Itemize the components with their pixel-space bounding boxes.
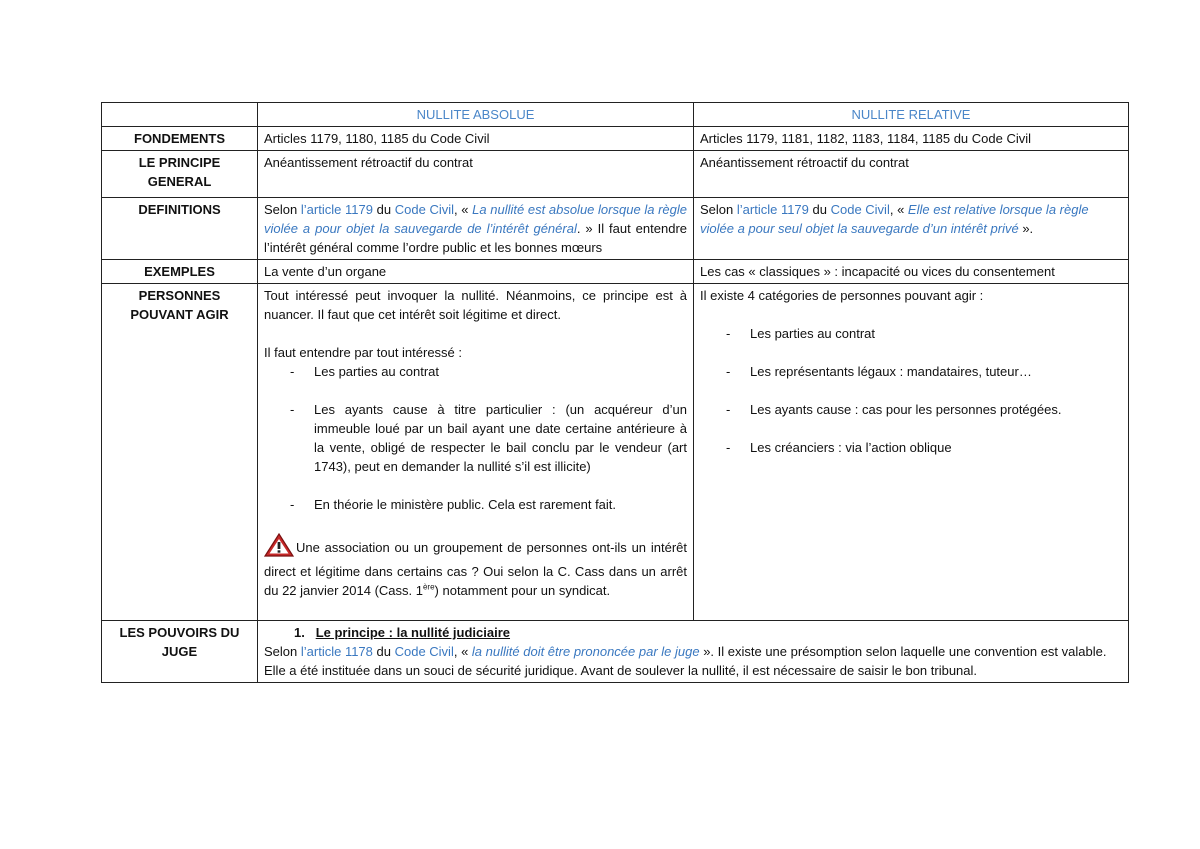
header-nullite-absolue: NULLITE ABSOLUE [258, 103, 694, 127]
corner-cell [102, 103, 258, 127]
fondements-relative: Articles 1179, 1181, 1182, 1183, 1184, 1185 du Code Civil [694, 127, 1129, 151]
row-exemples [102, 260, 1129, 284]
personnes-relative-intro: Il existe 4 catégories de personnes pouvant agir : [700, 288, 984, 303]
row-definitions [102, 198, 1129, 260]
pouvoirs-heading: 1. Le principe : la nullité judiciaire [294, 625, 511, 640]
row-label-fondements: FONDEMENTS [102, 127, 258, 151]
fondements-absolue: Articles 1179, 1180, 1185 du Code Civil [258, 127, 694, 151]
principe-absolue: Anéantissement rétroactif du contrat [258, 151, 694, 198]
exemples-absolue: La vente d’un organe [258, 260, 694, 284]
list-item: - Les parties au contrat [264, 362, 687, 381]
row-principe [102, 151, 1129, 198]
personnes-relative [694, 284, 1129, 621]
definition-absolue-quote: La nullité est absolue lorsque la règle violée a pour objet la sauvegarde de l’intérêt général [264, 202, 687, 236]
row-label-exemples: EXEMPLES [102, 260, 258, 284]
nullity-comparison-table [101, 102, 1129, 683]
header-nullite-relative: NULLITE RELATIVE [694, 103, 1129, 127]
personnes-absolue-intro: Tout intéressé peut invoquer la nullité. Néanmoins, ce principe est à nuancer. Il faut que cet intérêt soit légitime et direct. [264, 288, 687, 322]
list-item: - Les créanciers : via l’action oblique [700, 438, 1122, 457]
pouvoirs-content [258, 621, 1129, 683]
definition-absolue: Selon l’article 1179 du Code Civil, « La nullité est absolue lorsque la règle violée a pour objet la sauvegarde de l’intérêt général. » Il faut entendre l’intérêt général comme l’ordre public et les bonnes mœurs [258, 198, 694, 260]
pouvoirs-quote: la nullité doit être prononcée par le juge [471, 644, 700, 659]
header-row [102, 103, 1129, 127]
list-item: - Les ayants cause à titre particulier : (un acquéreur d’un immeuble loué par un bail ayant une date certaine antérieure à la vente, obligé de respecter le bail conclu par le vendeur (art 1743), peut en demander la nullité s’il est illicite) [264, 400, 687, 476]
exemples-relative: Les cas « classiques » : incapacité ou vices du consentement [694, 260, 1129, 284]
row-personnes [102, 284, 1129, 621]
list-item: - Les représentants légaux : mandataires, tuteur… [700, 362, 1122, 381]
pouvoirs-paragraph: Selon l’article 1178 du Code Civil, « la nullité doit être prononcée par le juge ». Il existe une présomption selon laquelle une convention est valable. Elle a été instituée dans un souci de sécurité juridique. Avant de soulever la nullité, il est nécessaire de saisir le bon tribunal. [264, 644, 1107, 678]
row-label-pouvoirs: LES POUVOIRS DU JUGE [102, 621, 258, 683]
list-item: - En théorie le ministère public. Cela est rarement fait. [264, 495, 687, 514]
warning-icon [264, 533, 294, 562]
row-pouvoirs [102, 621, 1129, 683]
row-fondements [102, 127, 1129, 151]
row-label-definitions: DEFINITIONS [102, 198, 258, 260]
row-label-personnes: PERSONNES POUVANT AGIR [102, 284, 258, 621]
warning-paragraph: Une association ou un groupement de personnes ont-ils un intérêt direct et légitime dans certains cas ? Oui selon la C. Cass dans un arrêt du 22 janvier 2014 (Cass. 1ère) notamment pour un syndicat. [264, 533, 687, 600]
personnes-absolue [258, 284, 694, 621]
definition-relative: Selon l’article 1179 du Code Civil, « Elle est relative lorsque la règle violée a pour seul objet la sauvegarde d’un intérêt privé ». [694, 198, 1129, 260]
personnes-absolue-entendre: Il faut entendre par tout intéressé : [264, 345, 463, 360]
list-item: - Les parties au contrat [700, 324, 1122, 343]
row-label-principe: LE PRINCIPE GENERAL [102, 151, 258, 198]
definition-relative-quote: Elle est relative lorsque la règle violée a pour seul objet la sauvegarde d’un intérêt privé [700, 202, 1089, 236]
principe-relative: Anéantissement rétroactif du contrat [694, 151, 1129, 198]
list-item: - Les ayants cause : cas pour les personnes protégées. [700, 400, 1122, 419]
